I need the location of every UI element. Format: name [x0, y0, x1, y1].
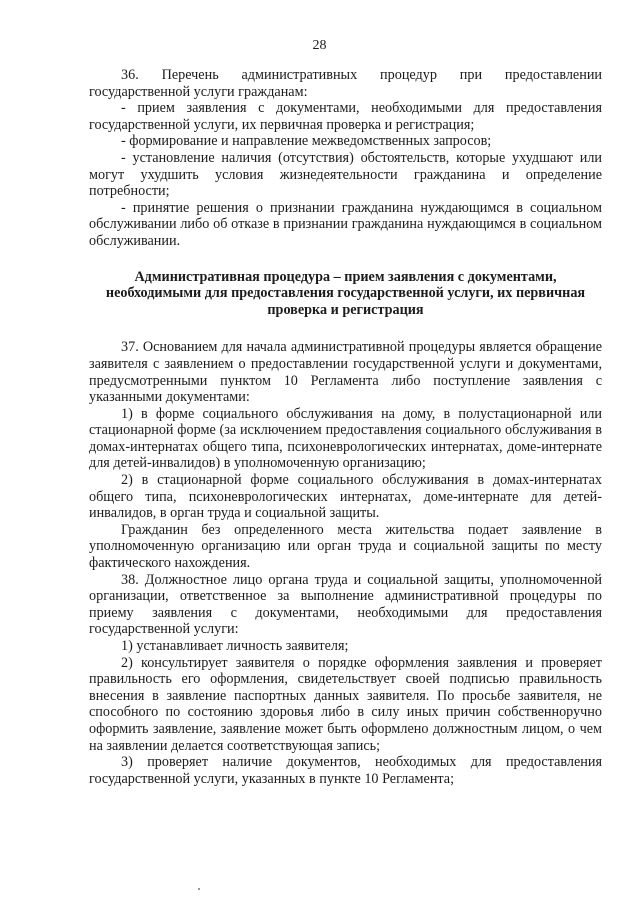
list-item-decision: - принятие решения о признании гражданина нуждающимся в социальном обслуживании либо об отказе в признании гражданина нуждающимся в социальном обслуживании. — [89, 199, 602, 249]
paragraph-37: 37. Основанием для начала административной процедуры является обращение заявителя с заявлением о предоставлении государственной услуги и документами, предусмотренными пунктом 10 Регламента либо поступление заявления с указанными документами: — [89, 339, 602, 406]
paragraph-38-item-1: 1) устанавливает личность заявителя; — [121, 638, 349, 654]
paragraph-36: 36. Перечень административных процедур при предоставлении государственной услуги гражданам: — [89, 67, 602, 100]
paragraph-38-item-3: 3) проверяет наличие документов, необходимых для предоставления государственной услуги, указанных в пункте 10 Регламента; — [89, 754, 602, 787]
paragraph-37-item-2: 2) в стационарной форме социального обслуживания в домах-интернатах общего типа, психоневрологических интернатах, доме-интернате для детей-инвалидов, в орган труда и социальной защиты. — [89, 472, 602, 522]
paragraph-37-item-1: 1) в форме социального обслуживания на дому, в полустационарной или стационарной форме (за исключением предоставления социального обслуживания в домах-интернатах общего типа, психоневрологических интернатах, доме-интернате для детей-инвалидов) в уполномоченную организацию; — [89, 405, 602, 472]
spacer — [89, 250, 602, 269]
list-item-circumstances: - установление наличия (отсутствия) обстоятельств, которые ухудшают или могут ухудшить условия жизнедеятельности гражданина и определение потребности; — [89, 149, 602, 200]
list-item-reception: - прием заявления с документами, необходимыми для предоставления государственной услуги, их первичная проверка и регистрация; — [89, 100, 602, 133]
spacer — [89, 318, 602, 339]
scan-speck — [198, 888, 200, 890]
paragraph-38-item-2: 2) консультирует заявителя о порядке оформления заявления и проверяет правильность его оформления, свидетельствует своей подписью правильность внесения в заявление паспортных данных заявителя. По просьбе заявителя, не способного по состоянию здоровья либо в силу иных причин собственноручно оформить заявление, заявление может быть оформлено должностным лицом, о чем на заявлении делается соответствующая запись; — [89, 654, 602, 754]
paragraph-homeless: Гражданин без определенного места жительства подает заявление в уполномоченную организацию или орган труда и социальной защиты по месту фактического нахождения. — [89, 521, 602, 572]
page-number: 28 — [312, 38, 327, 53]
document-body — [89, 67, 602, 787]
paragraph-38: 38. Должностное лицо органа труда и социальной защиты, уполномоченной организации, ответственное за выполнение административной процедуры по приему заявления с документами, необходимыми для предоставления государственной услуги: — [89, 571, 602, 638]
section-heading: Административная процедура – прием заявления с документами, необходимыми для предоставления государственной услуги, их первичная проверка и регистрация — [105, 268, 586, 318]
list-item-requests: - формирование и направление межведомственных запросов; — [121, 133, 492, 150]
